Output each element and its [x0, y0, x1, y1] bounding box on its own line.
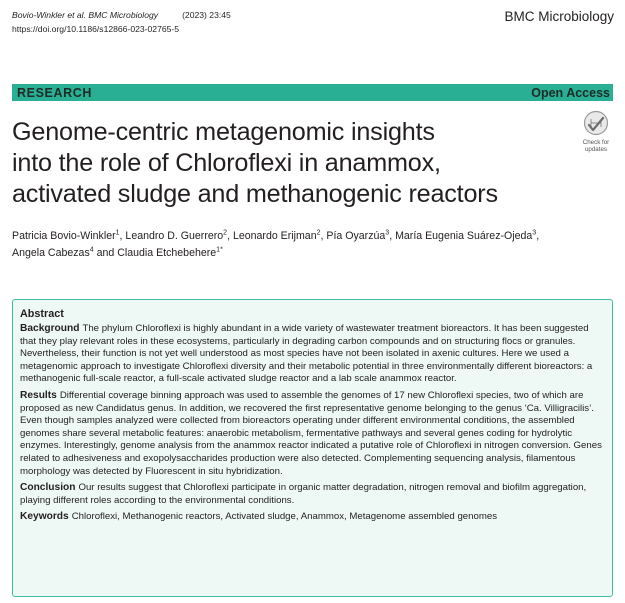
author-affiliation: 1*: [216, 246, 223, 254]
background-label: Background: [20, 323, 80, 334]
check-for-updates-label: Check for updates: [582, 139, 610, 153]
author-name[interactable]: María Eugenia Suárez-Ojeda: [395, 230, 533, 242]
title-line-3: activated sludge and methanogenic reactors: [12, 180, 498, 208]
header-year: (2023) 23:45: [182, 10, 231, 20]
author-name[interactable]: Patricia Bovio-Winkler: [12, 230, 116, 242]
abstract-heading: Abstract: [20, 308, 64, 320]
keywords-label: Keywords: [20, 511, 69, 523]
author-name[interactable]: Pía Oyarzúa: [326, 230, 386, 242]
author-name[interactable]: Claudia Etchebehere: [117, 247, 217, 259]
conclusion-label: Conclusion: [20, 482, 76, 494]
header-authors: Bovio-Winkler et al. BMC Microbiology: [12, 10, 159, 20]
author-affiliation: 2: [223, 229, 228, 237]
results-label: Results: [20, 389, 57, 401]
title-line-1: Genome-centric metagenomic insights: [12, 118, 435, 146]
abstract-background: Background The phylum Chloroflexi is highly abundant in a wide variety of wastewater treatment bioreactors. It has been suggested that they play relevant roles in these ecosystems, particularly in degrading carbon compounds and on structuring flocs or granules. Nevertheless, their function is not yet well understood as most species have not been isolated in axenic cultures. Here we used a metagenomic approach to investigate Chloroflexi diversity and their metabolic potential in three environmentally different bioreactors: a methanogenic full-scale reactor, a full-scale activated sludge reactor and a lab scale anammox reactor.: [20, 323, 593, 385]
article-title: [12, 117, 572, 210]
abstract-box: [12, 299, 613, 597]
running-header: [12, 9, 231, 36]
open-access-label: Open Access: [531, 85, 610, 100]
author-affiliation: 1: [115, 229, 120, 237]
header-doi-link[interactable]: https://doi.org/10.1186/s12866-023-02765-5: [12, 23, 180, 34]
author-name[interactable]: Angela Cabezas: [12, 247, 90, 259]
abstract-conclusion: Conclusion Our results suggest that Chloroflexi participate in organic matter degradation, nitrogen removal and biofilm aggregation, playing different roles according to the environmental conditions.: [20, 482, 587, 506]
author-affiliation: 4: [89, 246, 94, 254]
author-affiliation: 3: [532, 229, 537, 237]
check-for-updates-icon: [583, 110, 609, 138]
section-banner: [12, 84, 613, 101]
author-affiliation: 2: [316, 229, 321, 237]
author-name[interactable]: Leonardo Erijman: [232, 230, 317, 242]
article-type-label: RESEARCH: [17, 85, 92, 100]
title-line-2: into the role of Chloroflexi in anammox,: [12, 149, 441, 177]
author-list: Patricia Bovio-Winkler$^1$, Leandro D. Guerrero$^2$, Leonardo Erijman$^2$, Pía Oyarzúa$^3$, María Eugenia Suárez-Ojeda$^3$, Angela Cabezas$^4$ and Claudia Etchebehere$^{1*}$: [12, 229, 540, 259]
header-citation-line: [12, 9, 231, 23]
abstract-keywords: Keywords Chloroflexi, Methanogenic reactors, Activated sludge, Anammox, Metagenome assembled genomes: [20, 511, 498, 523]
author-name[interactable]: Leandro D. Guerrero: [125, 230, 224, 242]
journal-name: BMC Microbiology: [504, 9, 614, 24]
check-for-updates-button[interactable]: [577, 110, 615, 156]
abstract-results: Results Differential coverage binning approach was used to assemble the genomes of 17 new Chloroflexi species, two of which are proposed as new Candidatus genus. In addition, we recovered the first representative genome belonging to the genus ‘Ca. Villigracilis’. Even though samples analyzed were collected from bioreactors operating under different environmental conditions, the assembled genomes share several metabolic features: anaerobic metabolism, fermentative pathways and several genes coding for hydrolytic enzymes. Interestingly, genome analysis from the anammox reactor indicated a putative role of Chloroflexi in nitrogen conversion. Genes related to adhesiveness and exopolysaccharides production were also detected. Complementing sequencing analysis, filamentous morphology was detected by Fluorescent in situ hybridization.: [20, 389, 602, 477]
author-affiliation: 3: [385, 229, 390, 237]
